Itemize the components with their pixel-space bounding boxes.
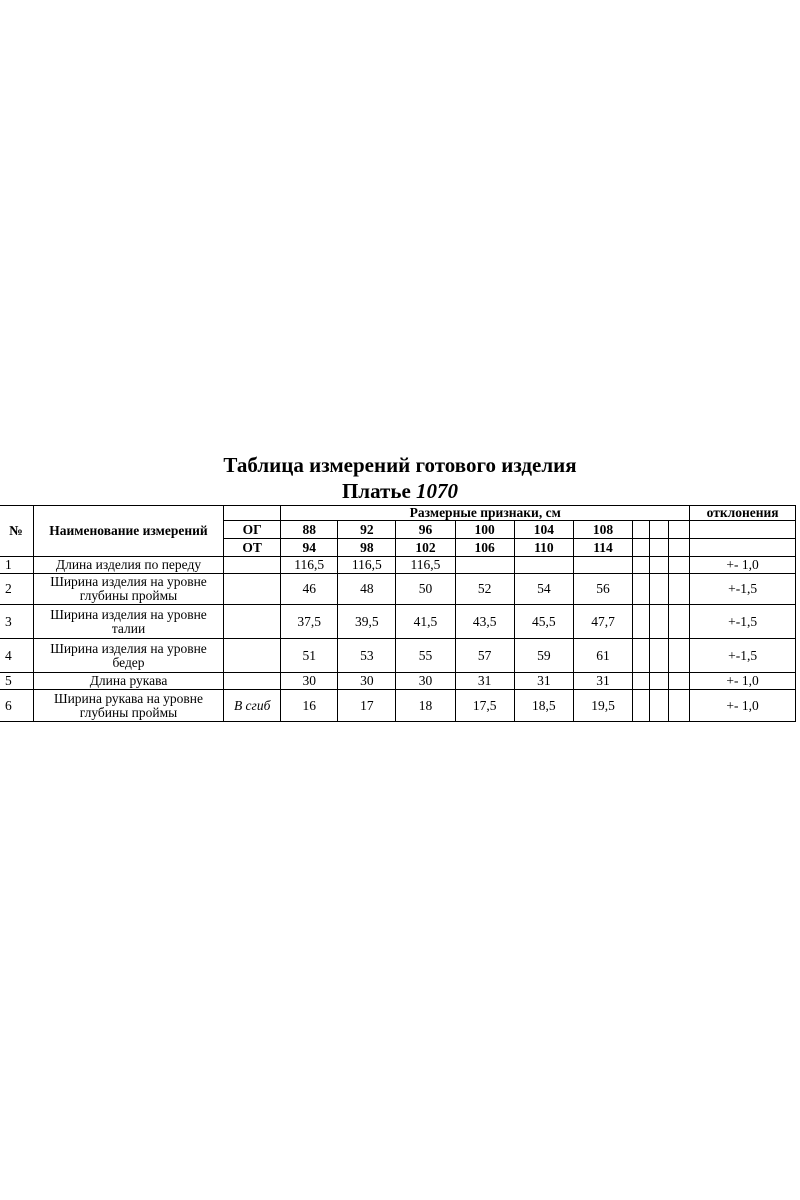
ot-value: 110 [514,539,573,557]
ot-label: ОТ [224,539,281,557]
title-block [0,452,800,504]
row-value: 46 [281,574,338,605]
row-tolerance: +-1,5 [690,574,796,605]
empty-cell [650,690,669,722]
empty-cell [633,557,650,574]
og-value: 108 [573,521,632,539]
row-note [224,673,281,690]
ot-value: 102 [396,539,455,557]
table-title: Таблица измерений готового изделия [223,453,577,477]
empty-cell [650,673,669,690]
empty-cell [669,521,690,539]
row-note: В сгиб [224,690,281,722]
ot-value: 114 [573,539,632,557]
empty-cell [669,605,690,639]
empty-cell [633,539,650,557]
row-value [514,557,573,574]
row-value: 47,7 [573,605,632,639]
header-tolerance: отклонения [690,506,796,521]
empty-cell [650,605,669,639]
empty-cell [633,605,650,639]
table-row [0,574,796,605]
row-value: 116,5 [396,557,455,574]
row-value: 18,5 [514,690,573,722]
empty-cell [669,673,690,690]
row-value: 45,5 [514,605,573,639]
empty-cell [633,574,650,605]
empty-cell [669,574,690,605]
row-value: 18 [396,690,455,722]
row-note [224,557,281,574]
row-value: 55 [396,639,455,673]
table-row [0,673,796,690]
row-value: 54 [514,574,573,605]
row-name: Ширина рукава на уровне глубины проймы [33,690,223,722]
row-value: 31 [573,673,632,690]
empty-cell [633,690,650,722]
row-value: 30 [281,673,338,690]
row-value: 116,5 [281,557,338,574]
row-value: 31 [455,673,514,690]
empty-cell [669,539,690,557]
measurement-table [0,505,796,722]
row-value: 56 [573,574,632,605]
empty-cell [690,539,796,557]
empty-cell [669,690,690,722]
og-value: 88 [281,521,338,539]
row-value: 30 [338,673,396,690]
row-value: 59 [514,639,573,673]
header-name: Наименование измерений [33,506,223,557]
header-num: № [0,506,33,557]
empty-cell [650,574,669,605]
og-label: ОГ [224,521,281,539]
ot-value: 94 [281,539,338,557]
row-value: 16 [281,690,338,722]
empty-cell [633,673,650,690]
row-name: Ширина изделия на уровне глубины проймы [33,574,223,605]
row-num: 1 [0,557,33,574]
row-value [455,557,514,574]
row-tolerance: +-1,5 [690,639,796,673]
row-value: 19,5 [573,690,632,722]
row-value: 53 [338,639,396,673]
header-row-1 [0,506,796,521]
subtitle-prefix: Платье [341,479,411,503]
row-value: 57 [455,639,514,673]
row-value: 39,5 [338,605,396,639]
row-num: 6 [0,690,33,722]
row-value: 52 [455,574,514,605]
row-tolerance: +-1,5 [690,605,796,639]
row-value [573,557,632,574]
row-value: 43,5 [455,605,514,639]
empty-cell [650,521,669,539]
row-value: 51 [281,639,338,673]
ot-value: 98 [338,539,396,557]
table-subtitle [0,478,800,504]
row-name: Ширина изделия на уровне талии [33,605,223,639]
table-row [0,639,796,673]
row-value: 41,5 [396,605,455,639]
row-value: 50 [396,574,455,605]
table-row [0,605,796,639]
og-value: 96 [396,521,455,539]
empty-cell [650,539,669,557]
ot-value: 106 [455,539,514,557]
row-note [224,574,281,605]
header-empty-cell [224,506,281,521]
row-name: Длина изделия по переду [33,557,223,574]
empty-cell [690,521,796,539]
header-size-attrs: Размерные признаки, см [281,506,690,521]
empty-cell [650,639,669,673]
empty-cell [669,557,690,574]
row-num: 3 [0,605,33,639]
row-name: Ширина изделия на уровне бедер [33,639,223,673]
row-value: 30 [396,673,455,690]
row-num: 4 [0,639,33,673]
empty-cell [633,639,650,673]
subtitle-number: 1070 [416,479,459,503]
row-value: 48 [338,574,396,605]
empty-cell [650,557,669,574]
row-num: 2 [0,574,33,605]
empty-cell [669,639,690,673]
row-value: 116,5 [338,557,396,574]
row-tolerance: +- 1,0 [690,673,796,690]
row-note [224,605,281,639]
row-tolerance: +- 1,0 [690,690,796,722]
table-row [0,557,796,574]
empty-cell [633,521,650,539]
row-value: 31 [514,673,573,690]
og-value: 92 [338,521,396,539]
row-note [224,639,281,673]
row-tolerance: +- 1,0 [690,557,796,574]
row-value: 17 [338,690,396,722]
row-num: 5 [0,673,33,690]
row-value: 61 [573,639,632,673]
table-row [0,690,796,722]
row-name: Длина рукава [33,673,223,690]
row-value: 17,5 [455,690,514,722]
og-value: 100 [455,521,514,539]
og-value: 104 [514,521,573,539]
row-value: 37,5 [281,605,338,639]
